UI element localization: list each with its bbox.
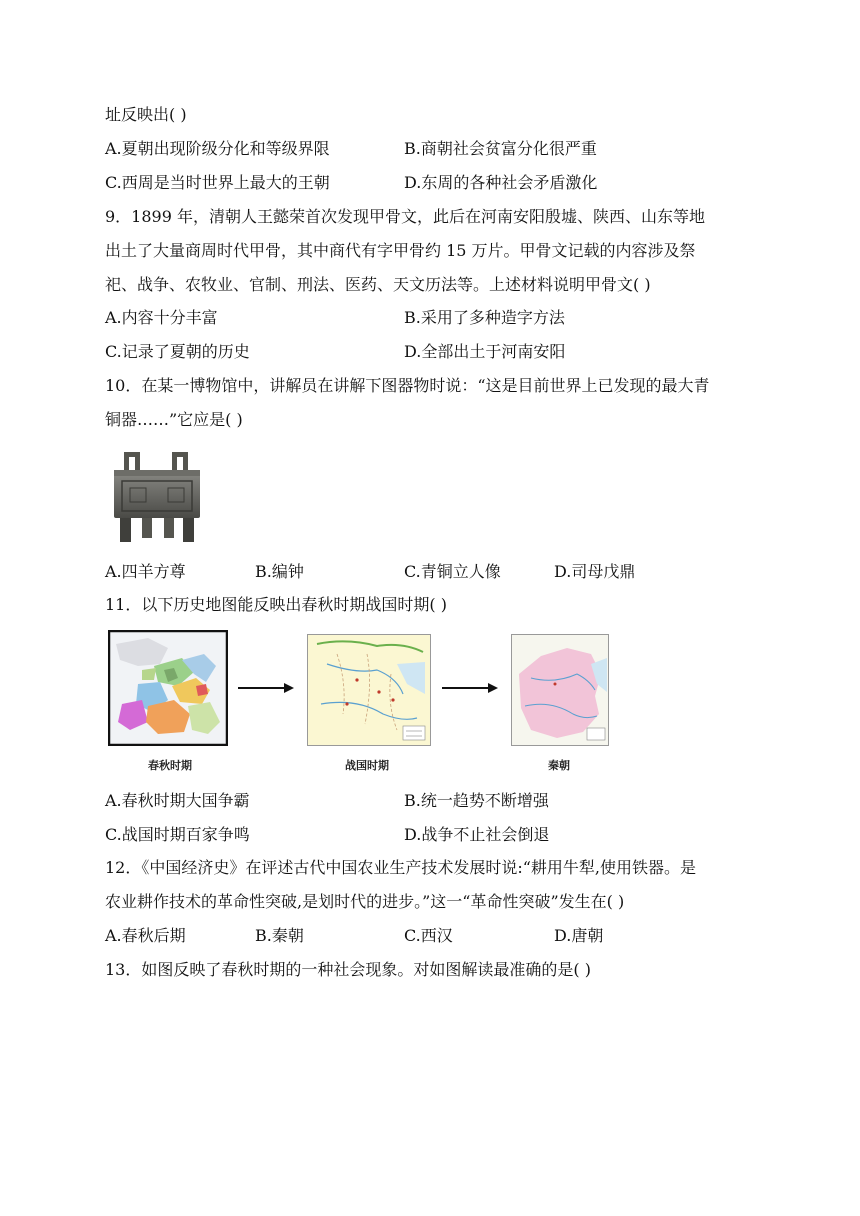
spring-autumn-map bbox=[108, 630, 228, 746]
bronze-ding-image bbox=[110, 448, 204, 544]
q10-stem-line-2: 铜器……”它应是( ) bbox=[105, 410, 243, 429]
q11-option-c: C.战国时期百家争鸣 bbox=[105, 825, 250, 844]
q8-stem-tail: 址反映出( ) bbox=[105, 105, 187, 124]
q8-option-c: C.西周是当时世界上最大的王朝 bbox=[105, 173, 330, 192]
q12-stem-line-1: 12．《中国经济史》在评述古代中国农业生产技术发展时说:“耕用牛犁,使用铁器。是 bbox=[105, 858, 697, 877]
q11-option-d: D.战争不止社会倒退 bbox=[404, 825, 550, 844]
q9-option-d: D.全部出土于河南安阳 bbox=[404, 342, 566, 361]
q12-stem-line-2: 农业耕作技术的革命性突破,是划时代的进步。”这一“革命性突破”发生在( ) bbox=[105, 892, 625, 911]
map-caption-spring-autumn: 春秋时期 bbox=[148, 759, 192, 772]
q9-option-b: B.采用了多种造字方法 bbox=[404, 308, 565, 327]
q9-option-c: C.记录了夏朝的历史 bbox=[105, 342, 250, 361]
q12-option-c: C.西汉 bbox=[404, 926, 453, 945]
q12-option-d: D.唐朝 bbox=[554, 926, 604, 945]
q11-option-b: B.统一趋势不断增强 bbox=[404, 791, 549, 810]
map-caption-qin: 秦朝 bbox=[548, 759, 570, 772]
q10-stem-line-1: 10．在某一博物馆中，讲解员在讲解下图器物时说：“这是目前世界上已发现的最大青 bbox=[105, 376, 710, 395]
q8-option-b: B.商朝社会贫富分化很严重 bbox=[404, 139, 597, 158]
q11-option-a: A.春秋时期大国争霸 bbox=[105, 791, 250, 810]
q9-stem-line-3: 祀、战争、农牧业、官制、刑法、医药、天文历法等。上述材料说明甲骨文( ) bbox=[105, 275, 651, 294]
q9-stem-line-1: 9．1899 年，清朝人王懿荣首次发现甲骨文，此后在河南安阳殷墟、陕西、山东等地 bbox=[105, 207, 705, 226]
q12-option-b: B.秦朝 bbox=[255, 926, 304, 945]
arrow-icon bbox=[236, 681, 296, 695]
q12-option-a: A.春秋后期 bbox=[105, 926, 186, 945]
warring-states-map bbox=[307, 634, 431, 746]
q13-stem-line-1: 13．如图反映了春秋时期的一种社会现象。对如图解读最准确的是( ) bbox=[105, 960, 591, 979]
q10-option-d: D.司母戊鼎 bbox=[554, 562, 636, 581]
q10-option-c: C.青铜立人像 bbox=[404, 562, 501, 581]
q9-stem-line-2: 出土了大量商周时代甲骨，其中商代有字甲骨约 15 万片。甲骨文记载的内容涉及祭 bbox=[105, 241, 696, 260]
q11-stem-line-1: 11．以下历史地图能反映出春秋时期战国时期( ) bbox=[105, 595, 447, 614]
arrow-icon bbox=[440, 681, 500, 695]
map-caption-warring-states: 战国时期 bbox=[345, 759, 389, 772]
q10-option-b: B.编钟 bbox=[255, 562, 304, 581]
qin-dynasty-map bbox=[511, 634, 609, 746]
q8-option-a: A.夏朝出现阶级分化和等级界限 bbox=[105, 139, 330, 158]
q9-option-a: A.内容十分丰富 bbox=[105, 308, 218, 327]
q10-option-a: A.四羊方尊 bbox=[105, 562, 186, 581]
q8-option-d: D.东周的各种社会矛盾激化 bbox=[404, 173, 598, 192]
